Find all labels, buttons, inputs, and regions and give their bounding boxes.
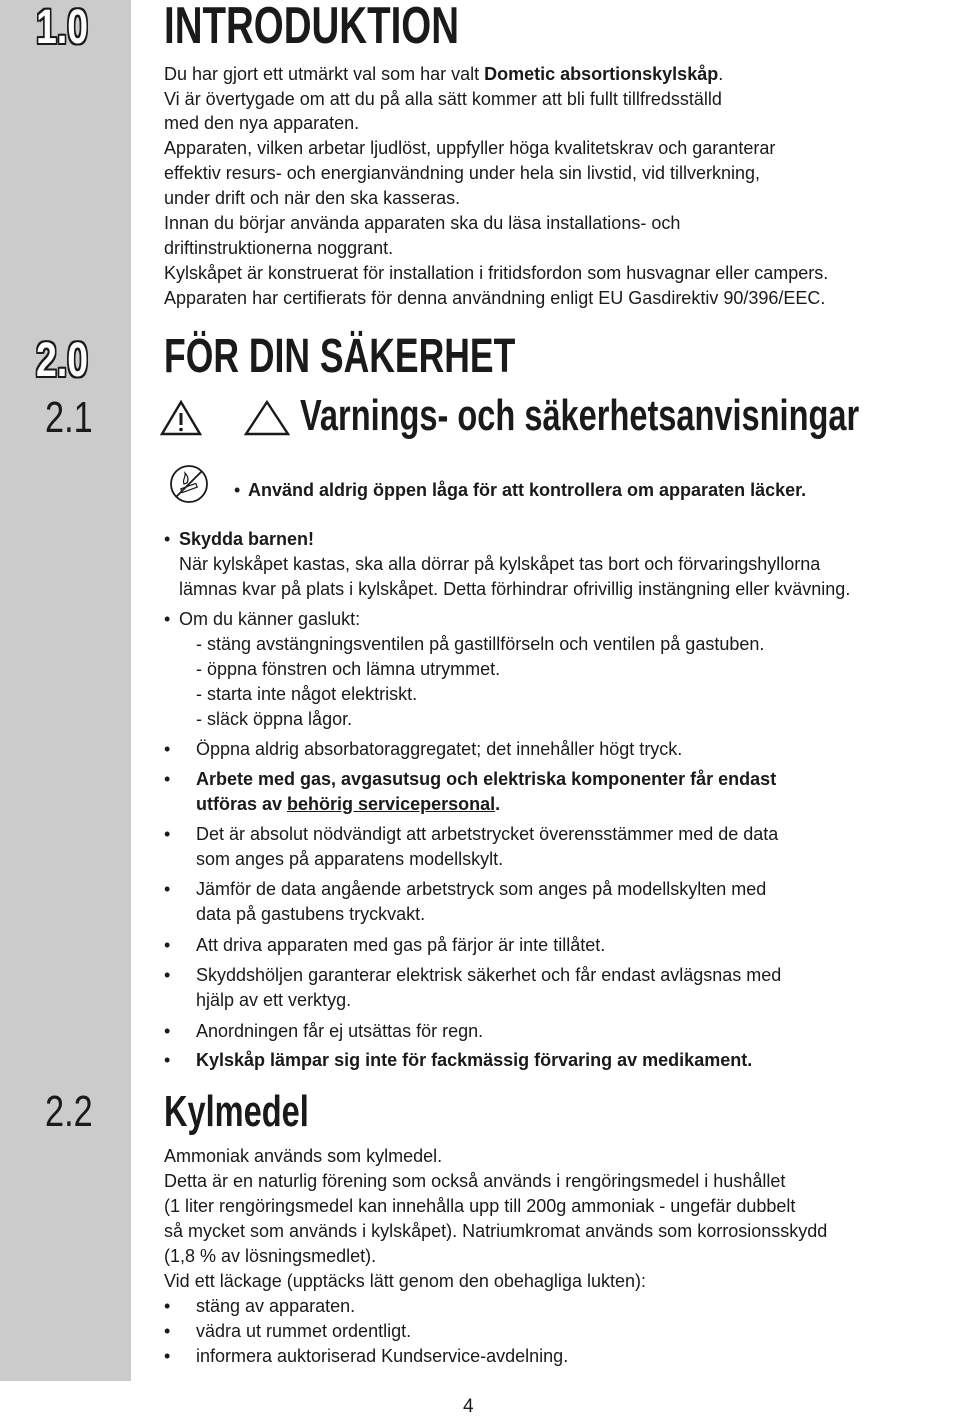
cover-line-1: Skyddshöljen garanterar elektrisk säkerhet och får endast avlägsnas med <box>196 965 782 985</box>
bullet: • <box>164 1050 171 1070</box>
section-number-sidebar <box>0 0 131 1381</box>
service-line-2: utföras av behörig servicepersonal. <box>196 794 501 814</box>
intro-line-10: Apparaten har certifierats för denna användning enligt EU Gasdirektiv 90/396/EEC. <box>164 288 826 308</box>
flame-warning: Använd aldrig öppen låga för att kontrollera om apparaten läcker. <box>248 480 807 500</box>
medicine-warning: Kylskåp lämpar sig inte för fackmässig förvaring av medikament. <box>196 1050 753 1070</box>
page-number: 4 <box>463 1396 474 1417</box>
bullet: • <box>164 1346 171 1366</box>
ferry-warning: Att driva apparaten med gas på färjor är inte tillåtet. <box>196 935 606 955</box>
rain-warning: Anordningen får ej utsättas för regn. <box>196 1021 484 1041</box>
bullet: • <box>164 1321 171 1341</box>
intro-line-6: under drift och när den ska kasseras. <box>164 188 461 208</box>
heading-introduktion: INTRODUKTION <box>164 0 459 55</box>
warning-triangle-icon <box>160 400 202 436</box>
compare-line-2: data på gastubens tryckvakt. <box>196 904 426 924</box>
bullet: • <box>164 529 171 549</box>
pressure-line-1: Det är absolut nödvändigt att arbetstrycket överensstämmer med de data <box>196 824 779 844</box>
gas-step-4: - släck öppna lågor. <box>196 709 353 729</box>
bullet: • <box>164 609 171 629</box>
warning-triangle-outline-icon <box>244 400 290 436</box>
intro-line-4: Apparaten, vilken arbetar ljudlöst, uppfyller höga kvalitetskrav och garanterar <box>164 138 776 158</box>
heading-kylmedel: Kylmedel <box>164 1087 309 1136</box>
coolant-line-5: (1,8 % av lösningsmedlet). <box>164 1246 377 1266</box>
bullet: • <box>164 935 171 955</box>
bullet: • <box>164 739 171 759</box>
gas-step-1: - stäng avstängningsventilen på gastillförseln och ventilen på gastuben. <box>196 634 765 654</box>
children-title: Skydda barnen! <box>179 529 315 549</box>
bullet: • <box>164 1296 171 1316</box>
children-line-1: När kylskåpet kastas, ska alla dörrar på kylskåpet tas bort och förvaringshyllorna <box>179 554 821 574</box>
coolant-bullet-2: vädra ut rummet ordentligt. <box>196 1321 412 1341</box>
compare-line-1: Jämför de data angående arbetstryck som anges på modellskylten med <box>196 879 767 899</box>
bullet: • <box>164 769 171 789</box>
gas-step-3: - starta inte något elektriskt. <box>196 684 418 704</box>
coolant-bullet-1: stäng av apparaten. <box>196 1296 356 1316</box>
no-open-flame-icon <box>164 464 214 504</box>
service-line-1: Arbete med gas, avgasutsug och elektriska komponenter får endast <box>196 769 777 789</box>
coolant-bullet-3: informera auktoriserad Kundservice-avdelning. <box>196 1346 569 1366</box>
section-number-2-0: 2.0 <box>36 334 89 387</box>
children-line-2: lämnas kvar på plats i kylskåpet. Detta förhindrar ofrivillig instängning eller kvävning. <box>179 579 851 599</box>
coolant-line-3: (1 liter rengöringsmedel kan innehålla upp till 200g ammoniak - ungefär dubbelt <box>164 1196 796 1216</box>
bullet: • <box>164 1021 171 1041</box>
bullet: • <box>164 879 171 899</box>
coolant-line-6: Vid ett läckage (upptäcks lätt genom den obehagliga lukten): <box>164 1271 646 1291</box>
intro-line-7: Innan du börjar använda apparaten ska du läsa installations- och <box>164 213 681 233</box>
intro-line-2: Vi är övertygade om att du på alla sätt kommer att bli fullt tillfredsställd <box>164 89 722 109</box>
intro-line-9: Kylskåpet är konstruerat för installation i fritidsfordon som husvagnar eller campers. <box>164 263 829 283</box>
section-number-2-1: 2.1 <box>45 393 93 442</box>
cover-line-2: hjälp av ett verktyg. <box>196 990 352 1010</box>
section-number-2-2: 2.2 <box>45 1087 93 1136</box>
coolant-line-4: så mycket som används i kylskåpet). Natriumkromat används som korrosionsskydd <box>164 1221 828 1241</box>
heading-for-din-sakerhet: FÖR DIN SÄKERHET <box>164 330 516 383</box>
coolant-line-1: Ammoniak används som kylmedel. <box>164 1146 443 1166</box>
absorber-warning: Öppna aldrig absorbatoraggregatet; det innehåller högt tryck. <box>196 739 683 759</box>
intro-line-5: effektiv resurs- och energianvändning under hela sin livstid, vid tillverkning, <box>164 163 760 183</box>
intro-line-1: Du har gjort ett utmärkt val som har valt Dometic absortionskylskåp. <box>164 64 724 84</box>
pressure-line-2: som anges på apparatens modellskylt. <box>196 849 504 869</box>
intro-line-3: med den nya apparaten. <box>164 113 360 133</box>
section-number-1-0: 1.0 <box>36 1 89 54</box>
bullet: • <box>164 824 171 844</box>
coolant-line-2: Detta är en naturlig förening som också används i rengöringsmedel i hushållet <box>164 1171 786 1191</box>
intro-line-8: driftinstruktionerna noggrant. <box>164 238 394 258</box>
bullet: • <box>164 965 171 985</box>
heading-varnings: Varnings- och säkerhetsanvisningar <box>300 391 860 440</box>
gas-step-2: - öppna fönstren och lämna utrymmet. <box>196 659 501 679</box>
gas-title: Om du känner gaslukt: <box>179 609 361 629</box>
bullet: • <box>234 480 241 500</box>
